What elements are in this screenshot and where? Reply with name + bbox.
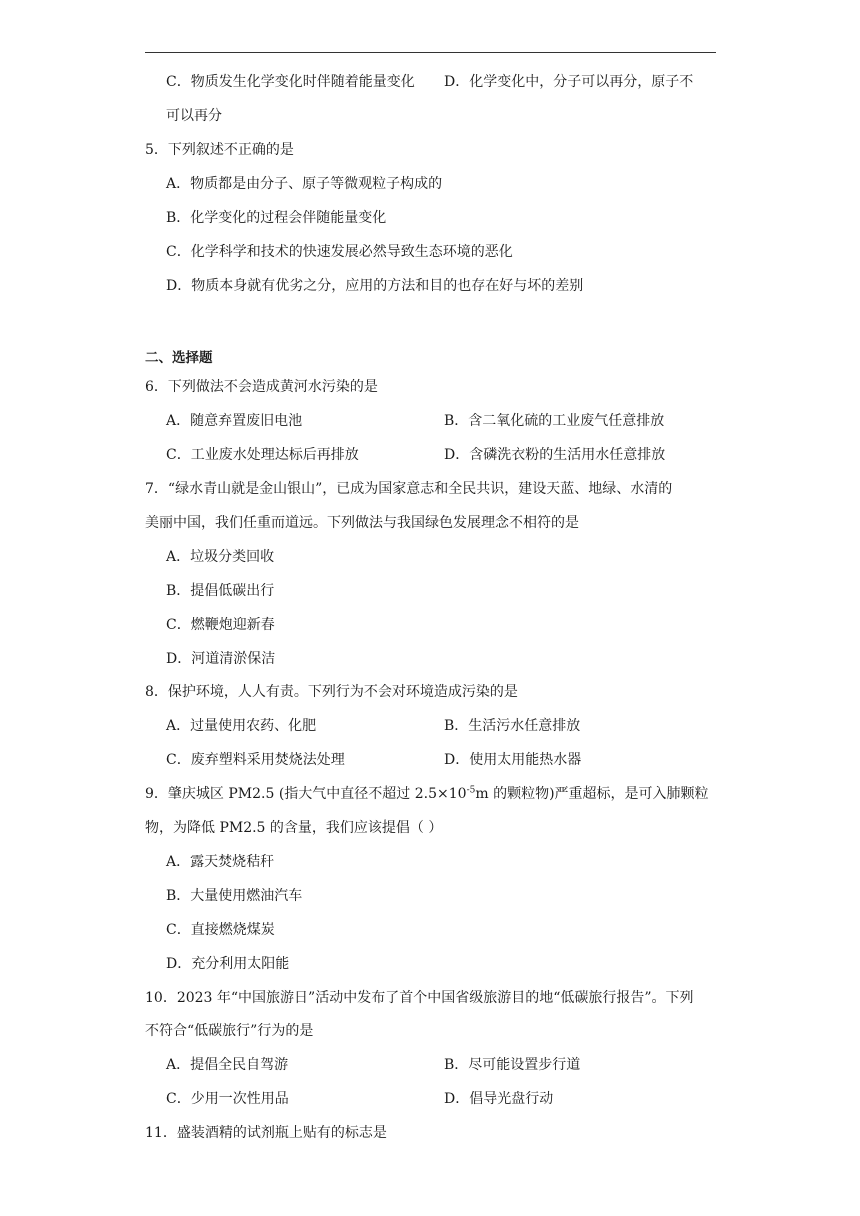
q5-stem: 5．下列叙述不正确的是 <box>145 142 294 158</box>
q8-option-d: D．使用太用能热水器 <box>444 752 582 768</box>
q4-option-c: C．物质发生化学变化时伴随着能量变化 <box>166 74 415 90</box>
section-heading: 二、选择题 <box>145 350 213 366</box>
q6-stem: 6．下列做法不会造成黄河水污染的是 <box>145 379 378 395</box>
q9-stem-text-b: m 的颗粒物)严重超标，是可入肺颗粒 <box>475 786 709 802</box>
q8-stem: 8．保护环境，人人有责。下列行为不会对环境造成污染的是 <box>145 684 518 700</box>
q7-option-a: A．垃圾分类回收 <box>166 549 275 565</box>
q7-option-c: C．燃鞭炮迎新春 <box>166 617 275 633</box>
q4-option-d-continuation: 可以再分 <box>166 108 222 124</box>
q10-option-d: D．倡导光盘行动 <box>444 1091 554 1107</box>
q10-option-c: C．少用一次性用品 <box>166 1091 289 1107</box>
q7-stem-line1: 7．“绿水青山就是金山银山”，已成为国家意志和全民共识，建设天蓝、地绿、水清的 <box>145 481 673 497</box>
header-rule <box>145 52 716 53</box>
q9-option-d: D．充分利用太阳能 <box>166 956 290 972</box>
q9-exponent: -5 <box>466 785 476 796</box>
q5-option-d: D．物质本身就有优劣之分，应用的方法和目的也存在好与坏的差别 <box>166 278 584 294</box>
q9-option-b: B．大量使用燃油汽车 <box>166 888 303 904</box>
q4-option-d: D．化学变化中，分子可以再分，原子不 <box>444 74 694 90</box>
q8-option-b: B．生活污水任意排放 <box>444 718 581 734</box>
q9-stem-line2: 物，为降低 PM2.5 的含量，我们应该提倡（ ） <box>145 820 443 836</box>
q9-option-c: C．直接燃烧煤炭 <box>166 922 275 938</box>
q6-option-a: A．随意弃置废旧电池 <box>166 413 303 429</box>
q7-stem-line2: 美丽中国，我们任重而道远。下列做法与我国绿色发展理念不相符的是 <box>145 515 579 531</box>
q5-option-b: B．化学变化的过程会伴随能量变化 <box>166 210 387 226</box>
q6-option-b: B．含二氧化硫的工业废气任意排放 <box>444 413 665 429</box>
q10-option-b: B．尽可能设置步行道 <box>444 1057 581 1073</box>
q9-stem-text-a: 9．肇庆城区 PM2.5 (指大气中直径不超过 2.5×10 <box>145 786 467 802</box>
q7-option-d: D．河道清淤保洁 <box>166 651 276 667</box>
q10-option-a: A．提倡全民自驾游 <box>166 1057 289 1073</box>
q8-option-a: A．过量使用农药、化肥 <box>166 718 317 734</box>
q11-stem: 11．盛装酒精的试剂瓶上贴有的标志是 <box>145 1125 387 1141</box>
q6-option-c: C．工业废水处理达标后再排放 <box>166 447 359 463</box>
q9-option-a: A．露天焚烧秸秆 <box>166 854 275 870</box>
q10-stem-line2: 不符合“低碳旅行”行为的是 <box>145 1023 314 1039</box>
q8-option-c: C．废弃塑料采用焚烧法处理 <box>166 752 345 768</box>
q5-option-a: A．物质都是由分子、原子等微观粒子构成的 <box>166 176 443 192</box>
q5-option-c: C．化学科学和技术的快速发展必然导致生态环境的恶化 <box>166 244 513 260</box>
q6-option-d: D．含磷洗衣粉的生活用水任意排放 <box>444 447 666 463</box>
q10-stem-line1: 10．2023 年“中国旅游日”活动中发布了首个中国省级旅游目的地“低碳旅行报告”。下列 <box>145 990 694 1006</box>
q9-stem-line1 <box>145 784 709 804</box>
q7-option-b: B．提倡低碳出行 <box>166 583 275 599</box>
